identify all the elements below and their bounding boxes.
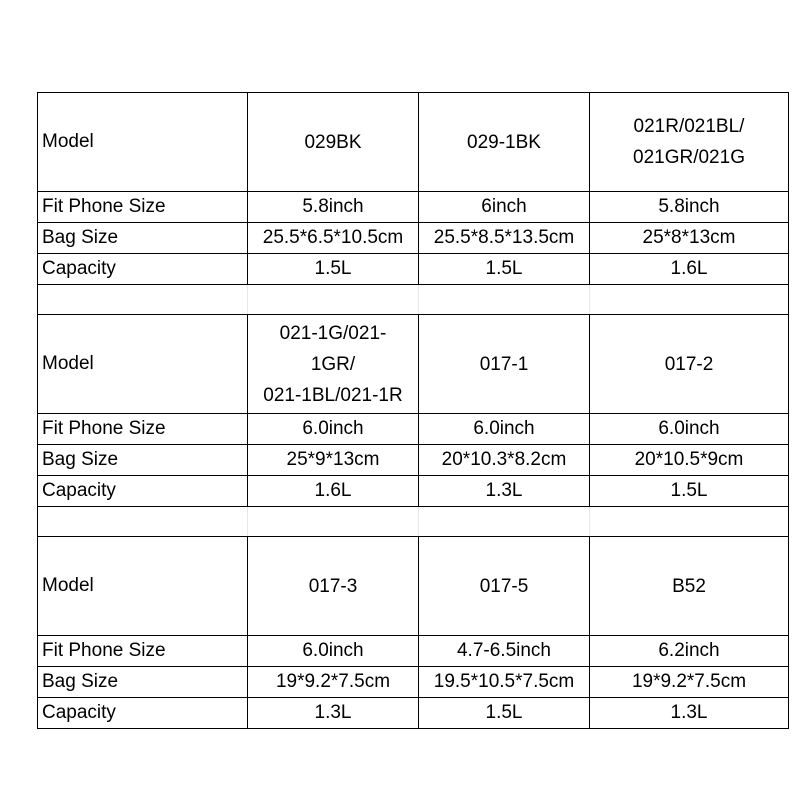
capacity-value: 1.6L (248, 476, 419, 507)
spacer-cell (590, 285, 789, 315)
table-row-capacity (38, 476, 789, 507)
model-value: 017-2 (590, 315, 789, 414)
model-label: Model (38, 315, 248, 414)
model-value: 017-3 (248, 537, 419, 636)
model-value: 021-1G/021- 1GR/ 021-1BL/021-1R (248, 315, 419, 414)
table-row-bag-size (38, 445, 789, 476)
table-row-model (38, 537, 789, 636)
bag-size-value: 25.5*8.5*13.5cm (419, 223, 590, 254)
table-row-model (38, 315, 789, 414)
bag-size-value: 19.5*10.5*7.5cm (419, 667, 590, 698)
capacity-value: 1.5L (248, 254, 419, 285)
fit-phone-size-value: 4.7-6.5inch (419, 636, 590, 667)
capacity-value: 1.3L (419, 476, 590, 507)
group-spacer-row (38, 285, 789, 315)
model-value: 017-5 (419, 537, 590, 636)
table-row-capacity (38, 254, 789, 285)
fit-phone-size-value: 6inch (419, 192, 590, 223)
fit-phone-size-label: Fit Phone Size (38, 192, 248, 223)
fit-phone-size-value: 6.0inch (248, 636, 419, 667)
bag-size-value: 20*10.3*8.2cm (419, 445, 590, 476)
capacity-value: 1.5L (419, 698, 590, 729)
table-row-fit-phone-size (38, 414, 789, 445)
model-value: 029BK (248, 93, 419, 192)
capacity-value: 1.3L (248, 698, 419, 729)
fit-phone-size-value: 6.2inch (590, 636, 789, 667)
model-value: 021R/021BL/ 021GR/021G (590, 93, 789, 192)
spacer-cell (248, 285, 419, 315)
spacer-cell (248, 507, 419, 537)
bag-size-label: Bag Size (38, 445, 248, 476)
fit-phone-size-value: 5.8inch (248, 192, 419, 223)
table-row-capacity (38, 698, 789, 729)
spacer-cell (590, 507, 789, 537)
model-value: B52 (590, 537, 789, 636)
capacity-value: 1.3L (590, 698, 789, 729)
fit-phone-size-label: Fit Phone Size (38, 414, 248, 445)
spacer-cell (38, 507, 248, 537)
fit-phone-size-value: 6.0inch (248, 414, 419, 445)
fit-phone-size-value: 6.0inch (590, 414, 789, 445)
table-row-model (38, 93, 789, 192)
fit-phone-size-value: 5.8inch (590, 192, 789, 223)
spacer-cell (38, 285, 248, 315)
bag-size-value: 25.5*6.5*10.5cm (248, 223, 419, 254)
table-row-bag-size (38, 223, 789, 254)
fit-phone-size-value: 6.0inch (419, 414, 590, 445)
spacer-cell (419, 507, 590, 537)
capacity-value: 1.5L (419, 254, 590, 285)
bag-size-label: Bag Size (38, 667, 248, 698)
table-row-fit-phone-size (38, 192, 789, 223)
capacity-value: 1.5L (590, 476, 789, 507)
capacity-label: Capacity (38, 476, 248, 507)
capacity-value: 1.6L (590, 254, 789, 285)
bag-size-label: Bag Size (38, 223, 248, 254)
bag-size-value: 25*8*13cm (590, 223, 789, 254)
model-label: Model (38, 93, 248, 192)
fit-phone-size-label: Fit Phone Size (38, 636, 248, 667)
capacity-label: Capacity (38, 698, 248, 729)
bag-size-value: 19*9.2*7.5cm (248, 667, 419, 698)
capacity-label: Capacity (38, 254, 248, 285)
group-spacer-row (38, 507, 789, 537)
model-label: Model (38, 537, 248, 636)
model-value: 017-1 (419, 315, 590, 414)
spacer-cell (419, 285, 590, 315)
table-row-fit-phone-size (38, 636, 789, 667)
spec-table (37, 92, 789, 729)
bag-size-value: 25*9*13cm (248, 445, 419, 476)
bag-size-value: 19*9.2*7.5cm (590, 667, 789, 698)
bag-size-value: 20*10.5*9cm (590, 445, 789, 476)
model-value: 029-1BK (419, 93, 590, 192)
table-row-bag-size (38, 667, 789, 698)
